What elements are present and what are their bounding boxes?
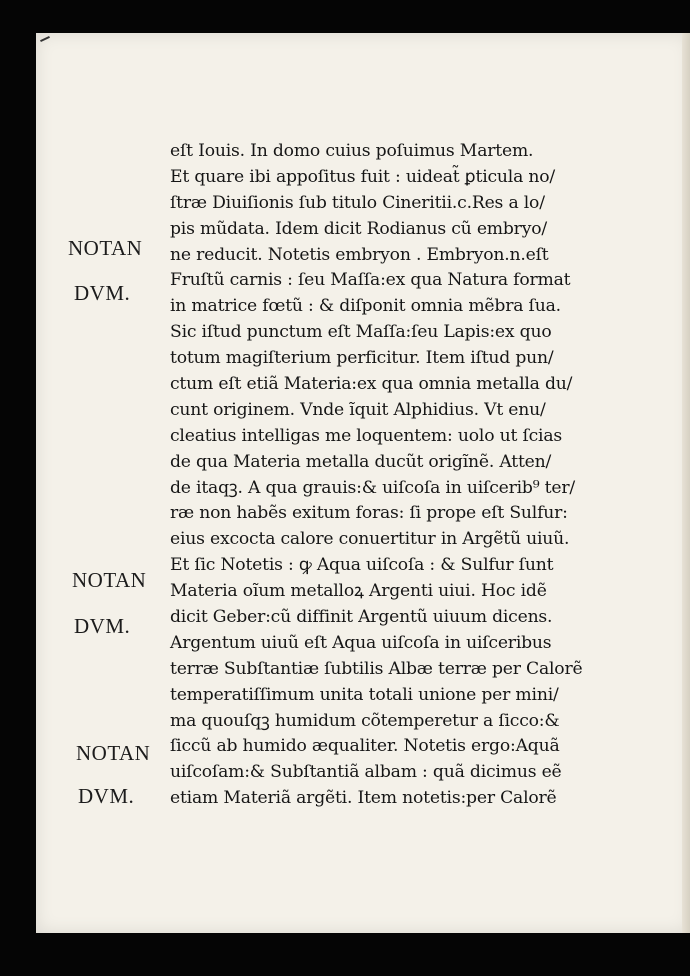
text-line: etiam Materiã argẽti. Item notetis:per Calorẽ	[170, 788, 557, 809]
text-line: dicit Geber:cũ diffinit Argentũ uiuum dicens.	[170, 607, 553, 628]
text-line: Materia oĩum metalloꝝ Argenti uiui. Hoc idẽ	[170, 581, 547, 602]
text-line: ſtræ Diuiſionis ſub titulo Cineritii.c.Res a lo/	[170, 192, 545, 213]
margin-note-notandum-2a: NOTAN	[72, 568, 147, 592]
text-line: cunt originem. Vnde ĩquit Alphidius. Vt enu/	[170, 399, 546, 420]
text-line: terræ Subſtantiæ ſubtilis Albæ terræ per Calorẽ	[170, 658, 583, 679]
margin-note-notandum-1b: DVM.	[74, 281, 131, 305]
text-line: ſiccũ ab humido æqualiter. Notetis ergo:Aquã	[170, 736, 560, 757]
text-line: ctum eſt etiã Materia:ex qua omnia metalla du/	[170, 374, 573, 395]
text-line: eius excocta calore conuertitur in Argẽtũ uiuũ.	[170, 529, 570, 550]
text-line: Et ſic Notetis : ꝙ Aqua uiſcoſa : & Sulfur ſunt	[170, 555, 554, 576]
page-edge	[682, 33, 690, 933]
text-line: ma quouſqꝫ humidum cõtemperetur a ſicco:&	[170, 710, 560, 731]
body-text	[170, 139, 590, 812]
margin-note-notandum-3a: NOTAN	[76, 741, 151, 765]
text-line: de qua Materia metalla ducũt origĩnẽ. Atten/	[170, 451, 552, 472]
text-line: ne reducit. Notetis embryon . Embryon.n.eſt	[170, 244, 549, 265]
text-line: pis mũdata. Idem dicit Rodianus cũ embryo/	[170, 218, 547, 239]
text-line: ræ non habẽs exitum foras: ſi prope eſt Sulfur:	[170, 503, 568, 524]
text-line: totum magiſterium perficitur. Item iſtud pun/	[170, 348, 554, 369]
text-line: Argentum uiuũ eſt Aqua uiſcoſa in uiſceribus	[170, 632, 552, 653]
text-line: Et quare ibi appoſitus fuit : uideat̃ ꝑticula no/	[170, 166, 555, 187]
margin-note-notandum-1a: NOTAN	[68, 236, 143, 260]
margin-note-notandum-2b: DVM.	[74, 614, 131, 638]
text-line: uiſcoſam:& Subſtantiã albam : quã dicimus eẽ	[170, 762, 562, 783]
text-line: temperatiſſimum unita totali unione per mini/	[170, 684, 559, 705]
text-line: Sic iſtud punctum eſt Maſſa:ſeu Lapis:ex quo	[170, 322, 552, 343]
text-line: eſt Iouis. In domo cuius poſuimus Martem.	[170, 141, 534, 161]
text-line: Fruſtũ carnis : ſeu Maſſa:ex qua Natura format	[170, 270, 571, 291]
text-line: in matrice fœtũ : & diſponit omnia mẽbra ſua.	[170, 296, 561, 317]
margin-note-notandum-3b: DVM.	[78, 784, 135, 808]
text-line: de itaqꝫ. A qua grauis:& uiſcoſa in uiſcerib⁹ ter/	[170, 477, 575, 498]
text-line: cleatius intelligas me loquentem: uolo ut ſcias	[170, 425, 563, 446]
